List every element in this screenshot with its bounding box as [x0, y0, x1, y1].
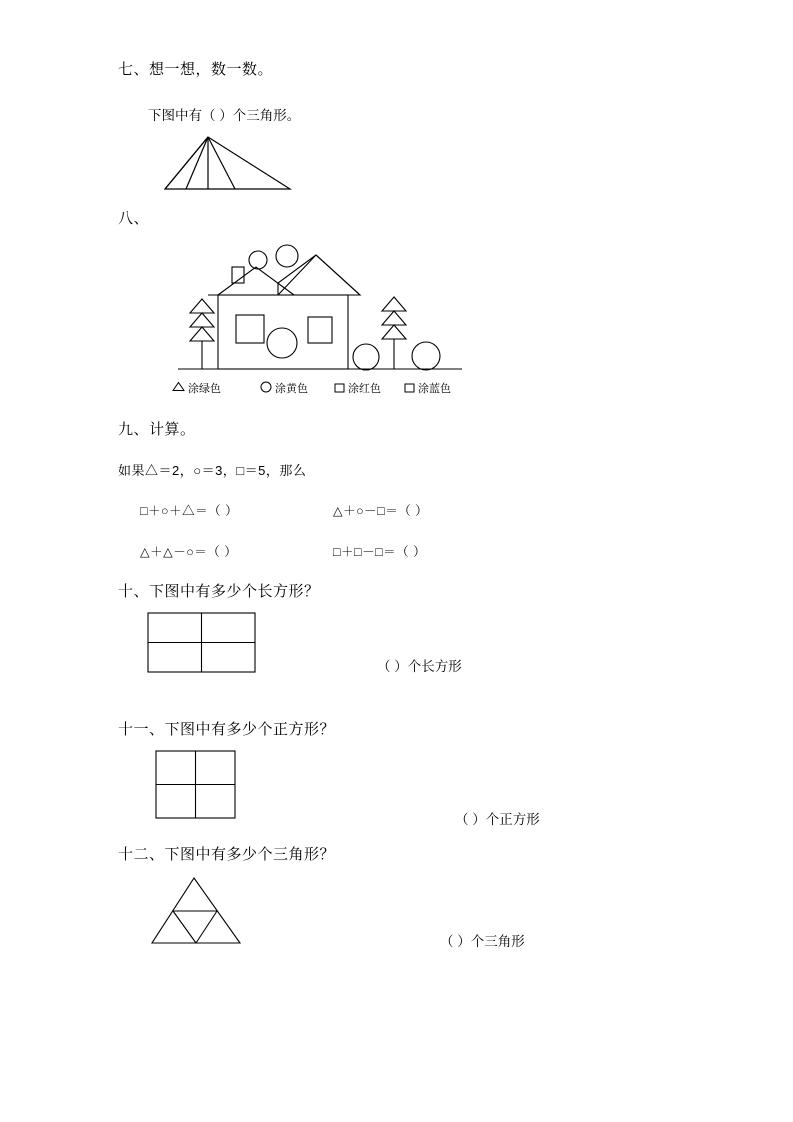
equation-1: □＋○＋△＝（ ）	[140, 504, 239, 518]
section-7-heading: 七、想一想，数一数。	[118, 61, 274, 78]
legend-icon-square-red	[334, 383, 345, 393]
legend-label-green: 涂绿色	[188, 383, 221, 395]
triangle-figure-1	[160, 132, 310, 196]
equation-2: △＋○－□＝（ ）	[333, 504, 429, 518]
section-11-answer: （ ）个正方形	[455, 812, 540, 827]
section-10-answer: （ ）个长方形	[377, 659, 462, 674]
legend-icon-square-blue	[404, 383, 415, 393]
triangle-grid-figure	[148, 875, 244, 947]
legend-label-red: 涂红色	[348, 383, 381, 395]
house-scene-figure	[170, 243, 470, 378]
section-9-heading: 九、计算。	[118, 421, 196, 438]
section-9-given: 如果△＝2，○＝3，□＝5，那么	[118, 463, 307, 478]
equation-4: □＋□－□＝（ ）	[333, 545, 427, 559]
section-7-prompt: 下图中有（ ）个三角形。	[148, 108, 301, 123]
section-12-heading: 十二、下图中有多少个三角形？	[118, 846, 336, 863]
rectangle-grid-figure	[147, 612, 257, 674]
square-grid-figure	[155, 750, 237, 820]
section-12-answer: （ ）个三角形	[440, 934, 525, 949]
legend-label-blue: 涂蓝色	[418, 383, 451, 395]
equation-3: △＋△－○＝（ ）	[140, 545, 238, 559]
legend-icon-circle	[260, 381, 272, 393]
legend-icon-triangle	[172, 381, 185, 392]
section-8-heading: 八、	[118, 210, 150, 227]
section-11-heading: 十一、下图中有多少个正方形？	[118, 721, 336, 738]
legend-label-yellow: 涂黄色	[275, 383, 308, 395]
section-10-heading: 十、下图中有多少个长方形？	[118, 583, 320, 600]
